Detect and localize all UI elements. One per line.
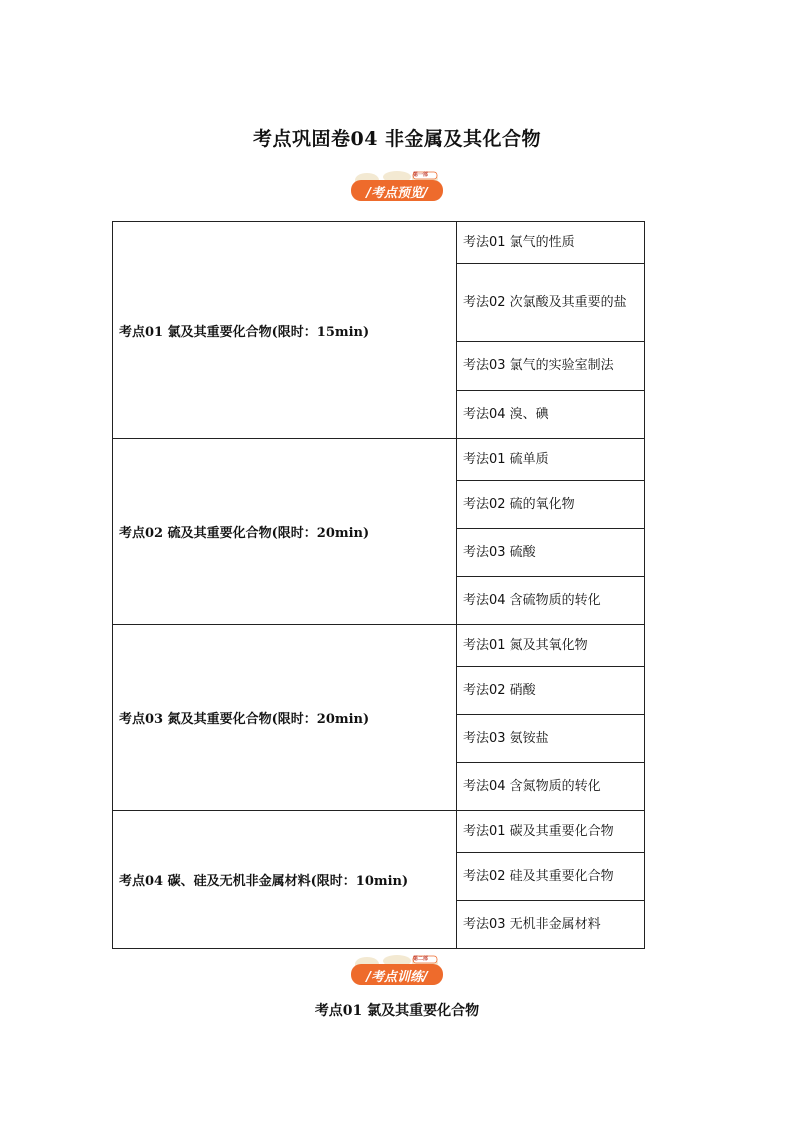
method-cell: 考法01 硫单质 xyxy=(457,439,645,481)
method-cell: 考法02 硫的氧化物 xyxy=(457,481,645,529)
topic-cell: 考点03 氮及其重要化合物(限时：20min) xyxy=(113,625,457,811)
table-row xyxy=(113,222,645,264)
table-row xyxy=(113,811,645,853)
method-cell: 考法03 硫酸 xyxy=(457,529,645,577)
topic-outline-table xyxy=(112,221,645,949)
topic-cell: 考点01 氯及其重要化合物(限时：15min) xyxy=(113,222,457,439)
method-cell: 考法01 氮及其氧化物 xyxy=(457,625,645,667)
method-cell: 考法04 含氮物质的转化 xyxy=(457,763,645,811)
method-cell: 考法03 氨铵盐 xyxy=(457,715,645,763)
badge-preview-corner: 第一部 xyxy=(413,172,429,178)
section-subtitle: 考点01 氯及其重要化合物 xyxy=(314,1003,480,1019)
badge-training-corner: 第二部 xyxy=(413,956,429,962)
method-cell: 考法02 次氯酸及其重要的盐 xyxy=(457,264,645,342)
method-cell: 考法03 氯气的实验室制法 xyxy=(457,342,645,391)
table-row xyxy=(113,439,645,481)
document-title: 考点巩固卷04 非金属及其化合物 xyxy=(252,128,542,150)
method-cell: 考法04 溴、碘 xyxy=(457,391,645,439)
topic-cell: 考点02 硫及其重要化合物(限时：20min) xyxy=(113,439,457,625)
method-cell: 考法03 无机非金属材料 xyxy=(457,901,645,949)
method-cell: 考法04 含硫物质的转化 xyxy=(457,577,645,625)
table-row xyxy=(113,625,645,667)
method-cell: 考法01 碳及其重要化合物 xyxy=(457,811,645,853)
method-cell: 考法02 硅及其重要化合物 xyxy=(457,853,645,901)
badge-preview-label: /考点预览/ xyxy=(366,186,428,201)
topic-cell: 考点04 碳、硅及无机非金属材料(限时：10min) xyxy=(113,811,457,949)
method-cell: 考法02 硝酸 xyxy=(457,667,645,715)
badge-preview xyxy=(345,171,449,205)
method-cell: 考法01 氯气的性质 xyxy=(457,222,645,264)
badge-training-label: /考点训练/ xyxy=(366,970,428,985)
badge-training xyxy=(345,955,449,989)
